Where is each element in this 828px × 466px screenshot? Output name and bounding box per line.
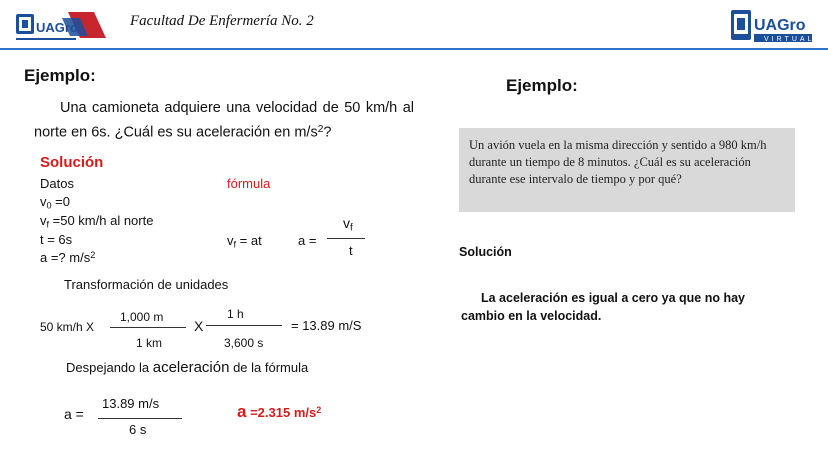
- header-divider: [0, 48, 828, 50]
- conversion-start: 50 km/h X: [40, 320, 95, 334]
- conversion-result: = 13.89 m/S: [291, 318, 362, 333]
- right-answer-text: La aceleración es igual a cero ya que no hay cambio en la velocidad.: [461, 291, 746, 323]
- logo-right-text: UAGro: [754, 17, 806, 34]
- conversion-den1: 1 km: [136, 336, 163, 350]
- conversion-num2: 1 h: [227, 307, 244, 321]
- final-numerator: 13.89 m/s: [102, 396, 160, 411]
- solution-title: Solución: [40, 154, 104, 171]
- formula-vf-at: $v_f$ = at: [227, 233, 262, 250]
- data-t: t = 6s: [40, 232, 73, 247]
- formula-a-lhs: a =: [298, 233, 317, 248]
- logo-right-sub: VIRTUAL: [764, 36, 814, 43]
- despejando-text: Despejando la aceleración de la fórmula: [66, 359, 309, 376]
- right-solution-label: Solución: [459, 245, 512, 259]
- conversion-den2: 3,600 s: [224, 336, 264, 350]
- scanned-problem-text: Un avión vuela en la misma dirección y sentido a 980 km/h durante un tiempo de 8 minutos. ¿Cuál es su aceleración durante ese intervalo de tiempo y por qué?: [469, 138, 767, 186]
- final-fraction-bar: [98, 418, 182, 419]
- uagro-logo: [14, 8, 106, 44]
- conversion-bar2: [206, 325, 282, 326]
- formula-a-numerator: $v_f$: [343, 215, 353, 234]
- logo-left-text: UAGro: [36, 20, 78, 35]
- conversion-num1: 1,000 m: [120, 310, 164, 324]
- uagro-virtual-logo: [730, 8, 814, 44]
- left-problem-text: Una camioneta adquiere una velocidad de 50 km/h al norte en 6s. ¿Cuál es su aceleración en $m/s^2$?: [34, 100, 414, 141]
- data-a: a =? $m/s^2$: [40, 250, 96, 266]
- formula-a-denominator: t: [349, 243, 353, 258]
- left-heading: Ejemplo:: [24, 66, 96, 85]
- final-denominator: 6 s: [129, 422, 147, 437]
- final-result: a =2.315 $m/s^2$: [237, 402, 322, 421]
- final-lhs: a =: [64, 406, 84, 422]
- data-vf: $v_f =50$ km/h al norte: [40, 213, 154, 230]
- page-title: Facultad De Enfermería No. 2: [130, 13, 314, 29]
- datos-label: Datos: [40, 176, 74, 191]
- transform-label: Transformación de unidades: [64, 277, 229, 292]
- formula-a-fraction-bar: [327, 238, 365, 239]
- conversion-bar1: [110, 327, 186, 328]
- conversion-x2: X: [194, 318, 204, 334]
- right-heading: Ejemplo:: [506, 76, 578, 95]
- header-bar: [0, 0, 828, 50]
- formula-label: fórmula: [227, 176, 271, 191]
- data-v0: $v_0 =0$: [40, 194, 70, 211]
